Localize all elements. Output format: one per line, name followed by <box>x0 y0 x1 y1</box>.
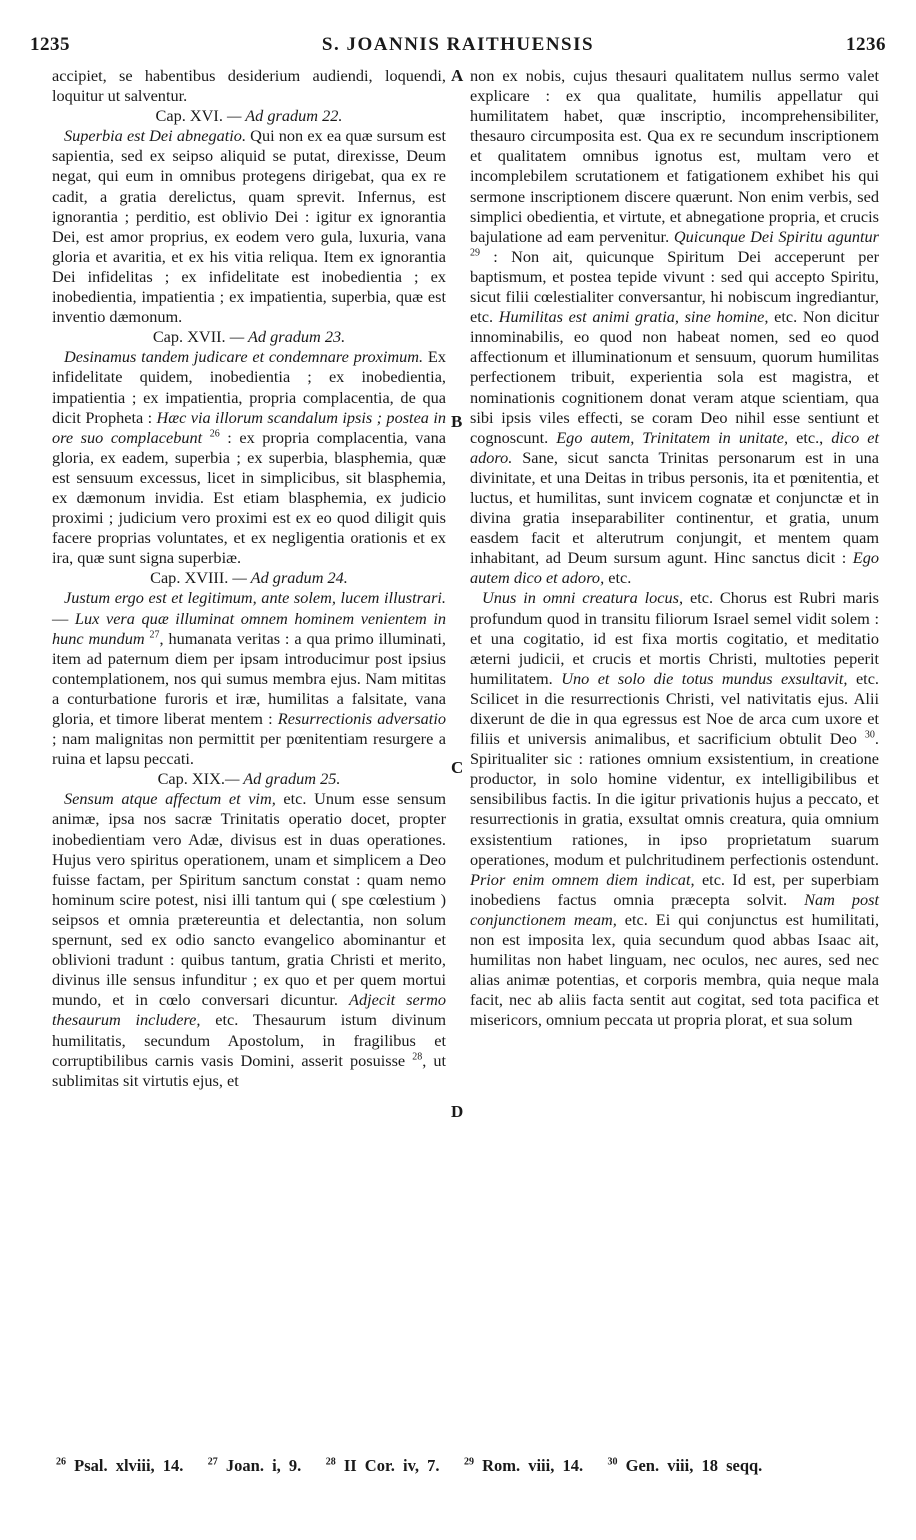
margin-marker-a: A <box>451 66 464 85</box>
chapter-heading-17: Cap. XVII. — Ad gradum 23. <box>152 327 346 347</box>
chapter-18-text: Justum ergo est et legitimum, ante solem, lucem illustrari. — Lux vera quæ illuminat omnem hominem venientem in hunc mundum $^{27}$, humanata veritas : a qua primo illuminati, item ad paternum diem per ipsam introducimur post ipsius contemplationem, nos qui sumus membra ejus. Nam mititas a conturbatione furoris et iræ, humilitas a falsitate, vana gloria, et timore liberat mentem : Resurrectionis adversatio ; nam malignitas non permittit per pœnitentiam resurgere a ruina et lapsu peccati. <box>52 588 447 769</box>
footnote-ref-30: 30 <box>864 729 875 741</box>
chapter-heading-19: Cap. XIX.— Ad gradum 25. <box>157 769 341 789</box>
footnote-ref-26: 26 <box>209 428 220 440</box>
page-number-left: 1235 <box>30 34 70 55</box>
margin-marker-c: C <box>451 758 464 777</box>
footnote-item: $^{27}$ Joan. i, 9. <box>207 1456 302 1475</box>
footnote-item: $^{26}$ Psal. xlviii, 14. <box>56 1456 184 1475</box>
chapter-heading-18: Cap. XVIII. — Ad gradum 24. <box>150 568 348 588</box>
right-paragraph-2: Unus in omni creatura locus, etc. Chorus est Rubri maris profundum quod in transitu filiorum Israel semel vidit solem : et una cogitatio, id est fixa mortis cogitatio, et meditatio æterni judicii, et crucis et mortis Christi, multoties peperit humilitatem. Uno et solo die totus mundus exsultavit, etc. Scilicet in die resurrectionis Christi, vel nativitatis ejus. Alii dixerunt de die in qua egressus est Noe de arca cum uxore et filiis et universis animalibus, et sacrificium obtulit Deo $^{30}$. Spiritualiter sic : rationes omnium exsistentium, in creatione productor, in solo homine videntur, ex intelligibilibus et sensibilibus factis. In die igitur privationis hujus a peccato, et resurrectionis in gratia, exsultat omnis creatura, quia omnium exsistentium rationes, in ipso proprietatum suarum operationes, modum et pulchritudinem perfectionis ostendunt. Prior enim omnem diem indicat, etc. Id est, per superbiam inobediens factus omnia præcepta solvit. Nam post conjunctionem meam, etc. Ei qui conjunctus est humilitati, non est imposita lex, quia secundum quod abbas Isaac ait, humilitas non habet linguam, nec oculos, nec aures, sed nec alias animæ potentias, et corporis membra, quia neque mala facit, nec ab aliis facta sentit aut cogitat, sed tota pacifica et misericors, omnium peccata ut propria plorat, et sua solum <box>470 588 880 1030</box>
chapter-heading-16: Cap. XVI. — Ad gradum 22. <box>155 106 343 126</box>
footnote-item: $^{30}$ Gen. viii, 18 seqq. <box>607 1456 763 1475</box>
running-header <box>30 34 886 64</box>
running-title: S. JOANNIS RAITHUENSIS <box>321 34 595 55</box>
left-column <box>52 66 446 1091</box>
chapter-16-text: Superbia est Dei abnegatio. Qui non ex ea quæ sursum est sapientia, sed ex seipso aliquid se putat, direxisse, Deum negat, qui eum in omnibus protegens dirigebat, qua ex re cadit, a gratia derelictus, quam sprevit. Infernus, est ignorantia ; perditio, est oblivio Dei : igitur ex ignorantia Dei, est amor proprius, ex eodem vero gula, luxuria, vana gloria et avaritia, et ex his vitia reliqua. Item ex ignorantia Dei infidelitas ; ex infidelitate est inobedientia ; ex inobedientia, impatientia ; ex impatientia, superbia, quæ est inventio dæmonum. <box>52 126 447 327</box>
margin-marker-b: B <box>451 412 463 431</box>
footnote-item: $^{28}$ II Cor. iv, 7. <box>325 1456 440 1475</box>
chapter-19-text: Sensum atque affectum et vim, etc. Unum esse sensum animæ, ipsa nos sacræ Trinitatis operatio docet, propter inobedientiam vero Adæ, divisus est in duas operationes. Hujus vero spiritus operationem, unam et simplicem a Deo fuisse factam, per Spiritum sanctum constat : quam nemo hominum scire potest, nisi illi tantum qui ( spe cœlestium ) seipsos et omnia prætereuntia et delectantia, non solum spernunt, sed ex odio sancto evangelico abominantur et oblivioni tradunt : quibus tantum, gratia Christi et merito, divinus ille sensus infunditur ; ex quo et per quem mortui mundo, et in cœlo conversari dicuntur. Adjecit sermo thesaurum includere, etc. Thesaurum istum divinum humilitatis, secundum Apostolum, in fragilibus et corruptibilibus carnis vasis Domini, asserit posuisse $^{28}$, ut sublimitas sit virtutis ejus, et <box>52 789 447 1090</box>
right-column <box>470 66 879 1031</box>
footnote-item: $^{29}$ Rom. viii, 14. <box>463 1456 584 1475</box>
margin-markers <box>447 66 467 1266</box>
right-paragraph-1: non ex nobis, cujus thesauri qualitatem nullus sermo valet explicare : ex qua qualitate, humilis appellatur qui humilitatem habet, quæ inscriptio, incomprehensibiliter, thesauro circumposita est. Qua ex re secundum inscriptionem et qualitatem omnibus ignotus est, multam vero et incomplebilem scrutationem et fatigationem exhibet his qui sermone inscriptionem discere quærunt. Non enim verbis, sed simplici obedientia, et virtute, et abnegatione propria, et crucis bajulatione ad eam pervenitur. Quicunque Dei Spiritu aguntur $^{29}$ : Non ait, quicunque Spiritum Dei acceperunt per baptismum, et postea tepide vivunt : sed qui accepto Spiritu, sicut filii cœlestialiter conversantur, hi nobiscum ingrediantur, etc. Humilitas est animi gratia, sine homine, etc. Non dicitur innominabilis, eo quod non habeat nomen, sed eo quod affectionum et illuminationum et sensuum, quorum humilitas perfectionem tribuit, experientia sola est magistra, et nominationis cognitionem donat veram atque scientiam, qua sibi ipsis viles effecti, se coram Deo nihil esse sentiunt et cognoscunt. Ego autem, Trinitatem in unitate, etc., dico et adoro. Sane, sicut sancta Trinitas personarum est in una divinitate, et una Deitas in tribus personis, ita et pœnitentia, et luctus, et humilitas, sunt invicem cognatæ et conjunctæ et in divina gratia inseparabiliter continentur, et gratia, unum easdem facit et alterutrum conjungit, et mentem quam inhabitant, ad Deum sursum agunt. Hinc sanctus dicit : Ego autem dico et adoro, etc. <box>470 66 880 588</box>
margin-marker-d: D <box>451 1102 464 1121</box>
chapter-17-text: Desinamus tandem judicare et condemnare proximum. Ex infidelitate quidem, inobedientia ; ex inobedientia, impatientia ; ex impatientia, propria complacentia, de qua dicit Propheta : Hæc via illorum scandalum ipsis ; postea in ore suo complacebunt $^{26}$ : ex propria complacentia, vana gloria, ex eadem, superbia ; ex superbia, blasphemia, quæ est sensuum excessus, licet in simplicibus, sit blasphemia, ex dæmonum invidia. Est etiam blasphemia, ex judicio proximi ; judicium vero proximi est ex eo quod diligit quis facere proprias voluntates, et ex negligentia orationis et ex ira, quæ sunt signa superbiæ. <box>52 347 447 568</box>
page-number-right: 1236 <box>846 34 886 55</box>
footnotes <box>56 1456 876 1476</box>
footnote-ref-27: 27 <box>149 629 160 641</box>
intro-paragraph: accipiet, se habentibus desiderium audiendi, loquendi, loquitur ut salventur. <box>52 66 446 106</box>
footnote-ref-28: 28 <box>412 1051 423 1063</box>
footnote-ref-29: 29 <box>470 247 480 259</box>
